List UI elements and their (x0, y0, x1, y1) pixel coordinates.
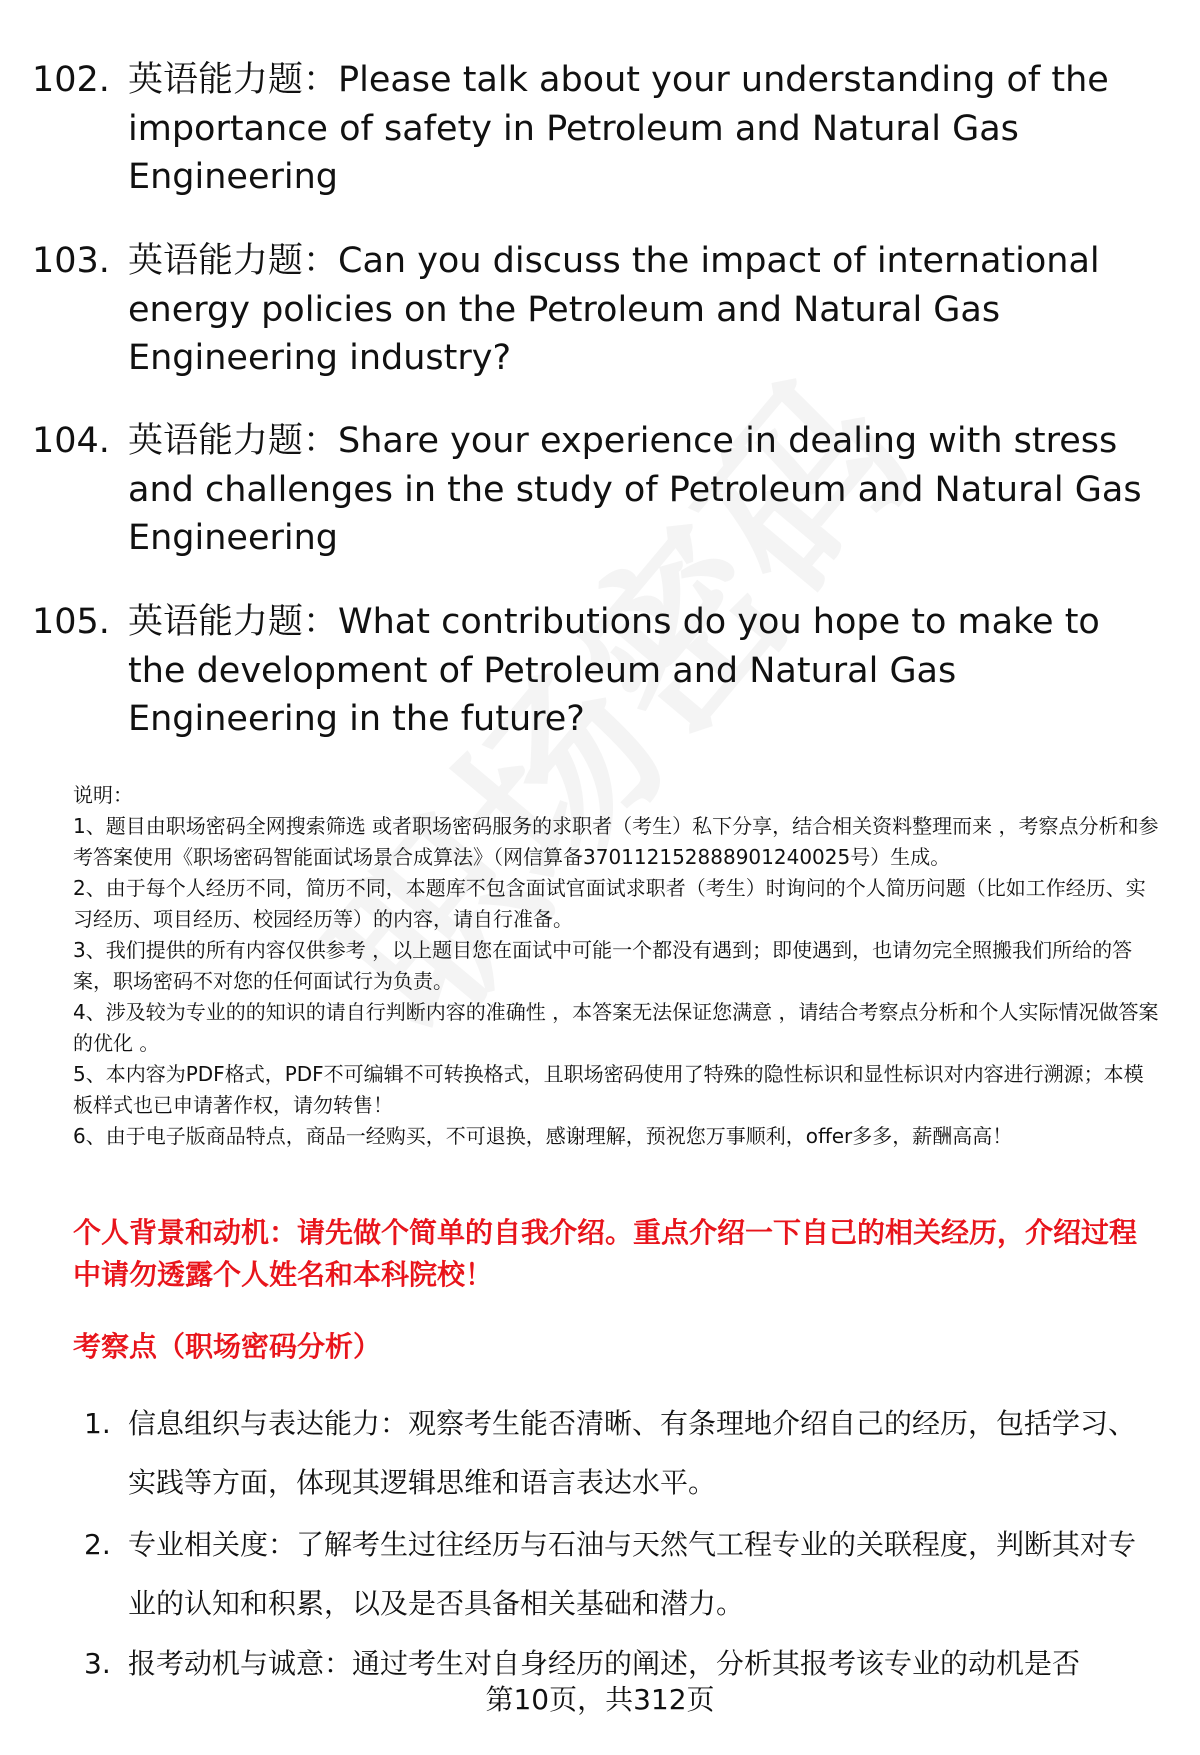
question-text: 英语能力题：What contributions do you hope to make to the development of Petroleum and Natural Gas Engineering in the future? (128, 602, 1100, 739)
question-number: 103. (32, 241, 110, 281)
question-text: 英语能力题：Can you discuss the impact of international energy policies on the Petroleum and Natural Gas Engineering industry? (128, 241, 1100, 378)
point-text: 信息组织与表达能力：观察考生能否清晰、有条理地介绍自己的经历，包括学习、实践等方面，体现其逻辑思维和语言表达水平。 (128, 1407, 1137, 1499)
page-footer: 第10页，共312页 (485, 1683, 715, 1716)
point-text: 专业相关度：了解考生过往经历与石油与天然气工程专业的关联程度，判断其对专业的认知和积累，以及是否具备相关基础和潜力。 (128, 1528, 1137, 1620)
question-text: 英语能力题：Share your experience in dealing with stress and challenges in the study of Petroleum and Natural Gas Engineering (128, 421, 1142, 558)
notes-section (73, 780, 1163, 1152)
background-question: 个人背景和动机：请先做个简单的自我介绍。重点介绍一下自己的相关经历，介绍过程中请勿透露个人姓名和本科院校！ (73, 1216, 1138, 1291)
question-text: 英语能力题：Please talk about your understanding of the importance of safety in Petroleum and Natural Gas Engineering (128, 60, 1109, 197)
notes-title: 说明： (73, 783, 133, 807)
point-number: 1. (84, 1407, 111, 1440)
note-item: 3、我们提供的所有内容仅供参考 ，以上题目您在面试中可能一个都没有遇到；即使遇到，也请勿完全照搬我们所给的答案，职场密码不对您的任何面试行为负责。 (73, 938, 1133, 993)
analysis-heading: 考察点（职场密码分析） (73, 1330, 382, 1363)
note-item: 6、由于电子版商品特点，商品一经购买，不可退换，感谢理解，预祝您万事顺利，offer多多，薪酬高高！ (73, 1124, 1013, 1148)
note-item: 1、题目由职场密码全网搜索筛选 或者职场密码服务的求职者（考生）私下分享，结合相关资料整理而来 ，考察点分析和参考答案使用《职场密码智能面试场景合成算法》（网信算备370112152888901240025号）生成。 (73, 814, 1159, 869)
point-number: 3. (84, 1647, 111, 1680)
point-text: 报考动机与诚意：通过考生对自身经历的阐述，分析其报考该专业的动机是否 (128, 1647, 1081, 1680)
question-number: 105. (32, 602, 110, 642)
note-item: 2、由于每个人经历不同，简历不同，本题库不包含面试官面试求职者（考生）时询问的个人简历问题（比如工作经历、实习经历、项目经历、校园经历等）的内容，请自行准备。 (73, 876, 1146, 931)
note-item: 4、涉及较为专业的的知识的请自行判断内容的准确性 ，本答案无法保证您满意 ，请结合考察点分析和个人实际情况做答案的优化 。 (73, 1000, 1159, 1055)
question-number: 102. (32, 60, 110, 100)
question-number: 104. (32, 421, 110, 461)
point-number: 2. (84, 1528, 111, 1561)
note-item: 5、本内容为PDF格式，PDF不可编辑不可转换格式，且职场密码使用了特殊的隐性标识和显性标识对内容进行溯源；本模板样式也已申请著作权，请勿转售！ (73, 1062, 1144, 1117)
